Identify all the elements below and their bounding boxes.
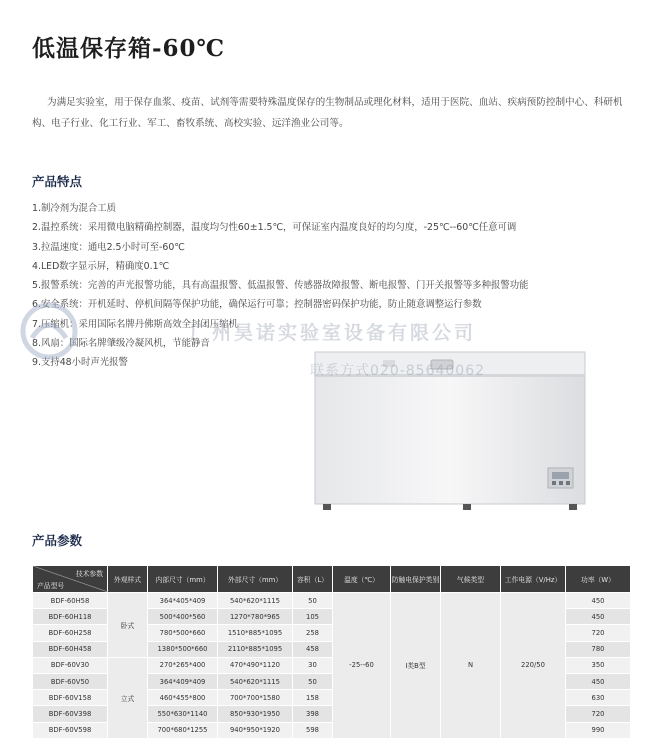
outer-size-cell: 470*490*1120	[218, 657, 293, 673]
inner-size-cell: 700*680*1255	[148, 722, 218, 738]
temperature-cell: -25--60	[333, 593, 391, 739]
protection-cell: I类B型	[391, 593, 441, 739]
feature-item: 8.风扇：国际名牌肇级冷凝风机，节能静音	[32, 338, 210, 350]
volume-cell: 398	[293, 706, 333, 722]
outer-size-cell: 2110*885*1095	[218, 641, 293, 657]
feature-item: 9.支持48小时声光报警	[32, 357, 128, 369]
style-cell-horizontal: 卧式	[108, 593, 148, 658]
power-cell: 720	[566, 625, 631, 641]
features-heading: 产品特点	[32, 174, 83, 189]
column-header: 工作电源（V/Hz）	[501, 566, 566, 593]
model-cell: BDF-60H458	[33, 641, 108, 657]
volume-cell: 50	[293, 593, 333, 609]
corner-label-params: 技术参数	[75, 570, 103, 578]
power-cell: 450	[566, 609, 631, 625]
power-cell: 350	[566, 657, 631, 673]
volume-cell: 30	[293, 657, 333, 673]
feature-item: 6.安全系统：开机延时、停机间隔等保护功能，确保运行可靠；控制器密码保护功能，防止随意调整运行参数	[32, 299, 482, 311]
model-cell: BDF-60H58	[33, 593, 108, 609]
inner-size-cell: 1380*500*660	[148, 641, 218, 657]
model-cell: BDF-60V398	[33, 706, 108, 722]
feature-item: 4.LED数字显示屏，精确度0.1℃	[32, 260, 170, 272]
volume-cell: 598	[293, 722, 333, 738]
inner-size-cell: 500*400*560	[148, 609, 218, 625]
outer-size-cell: 940*950*1920	[218, 722, 293, 738]
model-cell: BDF-60V598	[33, 722, 108, 738]
volume-cell: 258	[293, 625, 333, 641]
table-header-row	[33, 566, 631, 593]
model-cell: BDF-60V30	[33, 657, 108, 673]
corner-label-model: 产品型号	[37, 582, 65, 590]
power-cell: 720	[566, 706, 631, 722]
outer-size-cell: 1510*885*1095	[218, 625, 293, 641]
feature-item: 7.压缩机：采用国际名牌丹佛斯高效全封闭压缩机	[32, 318, 238, 330]
page-title: 低温保存箱-60℃	[32, 35, 226, 62]
inner-size-cell: 780*500*660	[148, 625, 218, 641]
model-cell: BDF-60V50	[33, 673, 108, 689]
power-supply-cell: 220/50	[501, 593, 566, 739]
feature-item: 5.报警系统：完善的声光报警功能，具有高温报警、低温报警、传感器故障报警、断电报警、门开关报警等多种报警功能	[32, 280, 529, 292]
column-header: 内部尺寸（mm）	[148, 566, 218, 593]
watermark-contact: 联系方式020-85640062	[310, 363, 486, 379]
model-cell: BDF-60H118	[33, 609, 108, 625]
volume-cell: 458	[293, 641, 333, 657]
power-cell: 990	[566, 722, 631, 738]
inner-size-cell: 550*630*1140	[148, 706, 218, 722]
watermark-company: 广州昊诺实验室设备有限公司	[190, 322, 477, 344]
column-header: 外观样式	[108, 566, 148, 593]
column-header: 容积（L）	[293, 566, 333, 593]
inner-size-cell: 270*265*400	[148, 657, 218, 673]
volume-cell: 158	[293, 690, 333, 706]
outer-size-cell: 1270*780*965	[218, 609, 293, 625]
power-cell: 450	[566, 593, 631, 609]
power-cell: 780	[566, 641, 631, 657]
column-header: 气候类型	[441, 566, 501, 593]
column-header: 外部尺寸（mm）	[218, 566, 293, 593]
power-cell: 450	[566, 673, 631, 689]
outer-size-cell: 850*930*1950	[218, 706, 293, 722]
feature-item: 3.拉温速度：通电2.5小时可至-60℃	[32, 241, 185, 253]
column-header: 功率（W）	[566, 566, 631, 593]
inner-size-cell: 460*455*800	[148, 690, 218, 706]
inner-size-cell: 364*409*409	[148, 673, 218, 689]
outer-size-cell: 540*620*1115	[218, 593, 293, 609]
inner-size-cell: 364*405*409	[148, 593, 218, 609]
params-heading: 产品参数	[32, 533, 83, 548]
feature-item: 2.温控系统：采用微电脑精确控制器，温度均匀性60±1.5℃，可保证室内温度良好的均匀度，-25℃--60℃任意可调	[32, 222, 517, 234]
outer-size-cell: 540*620*1115	[218, 673, 293, 689]
power-cell: 630	[566, 690, 631, 706]
table-corner-cell	[33, 566, 108, 593]
climate-cell: N	[441, 593, 501, 739]
table-row	[33, 593, 631, 609]
volume-cell: 105	[293, 609, 333, 625]
style-cell-vertical: 立式	[108, 657, 148, 738]
watermark-logo	[20, 302, 78, 360]
outer-size-cell: 700*700*1580	[218, 690, 293, 706]
model-cell: BDF-60H258	[33, 625, 108, 641]
intro-paragraph: 为满足实验室，用于保存血浆、疫苗、试剂等需要特殊温度保存的生物制品或理化材料，适用于医院、血站、疾病预防控制中心、科研机构、电子行业、化工行业、军工、畜牧系统、高校实验、远洋渔业公司等。	[32, 97, 623, 129]
column-header: 温度（℃）	[333, 566, 391, 593]
column-header: 防触电保护类别	[391, 566, 441, 593]
volume-cell: 50	[293, 673, 333, 689]
feature-item: 1.制冷剂为混合工质	[32, 203, 116, 214]
model-cell: BDF-60V158	[33, 690, 108, 706]
params-table	[32, 565, 631, 739]
